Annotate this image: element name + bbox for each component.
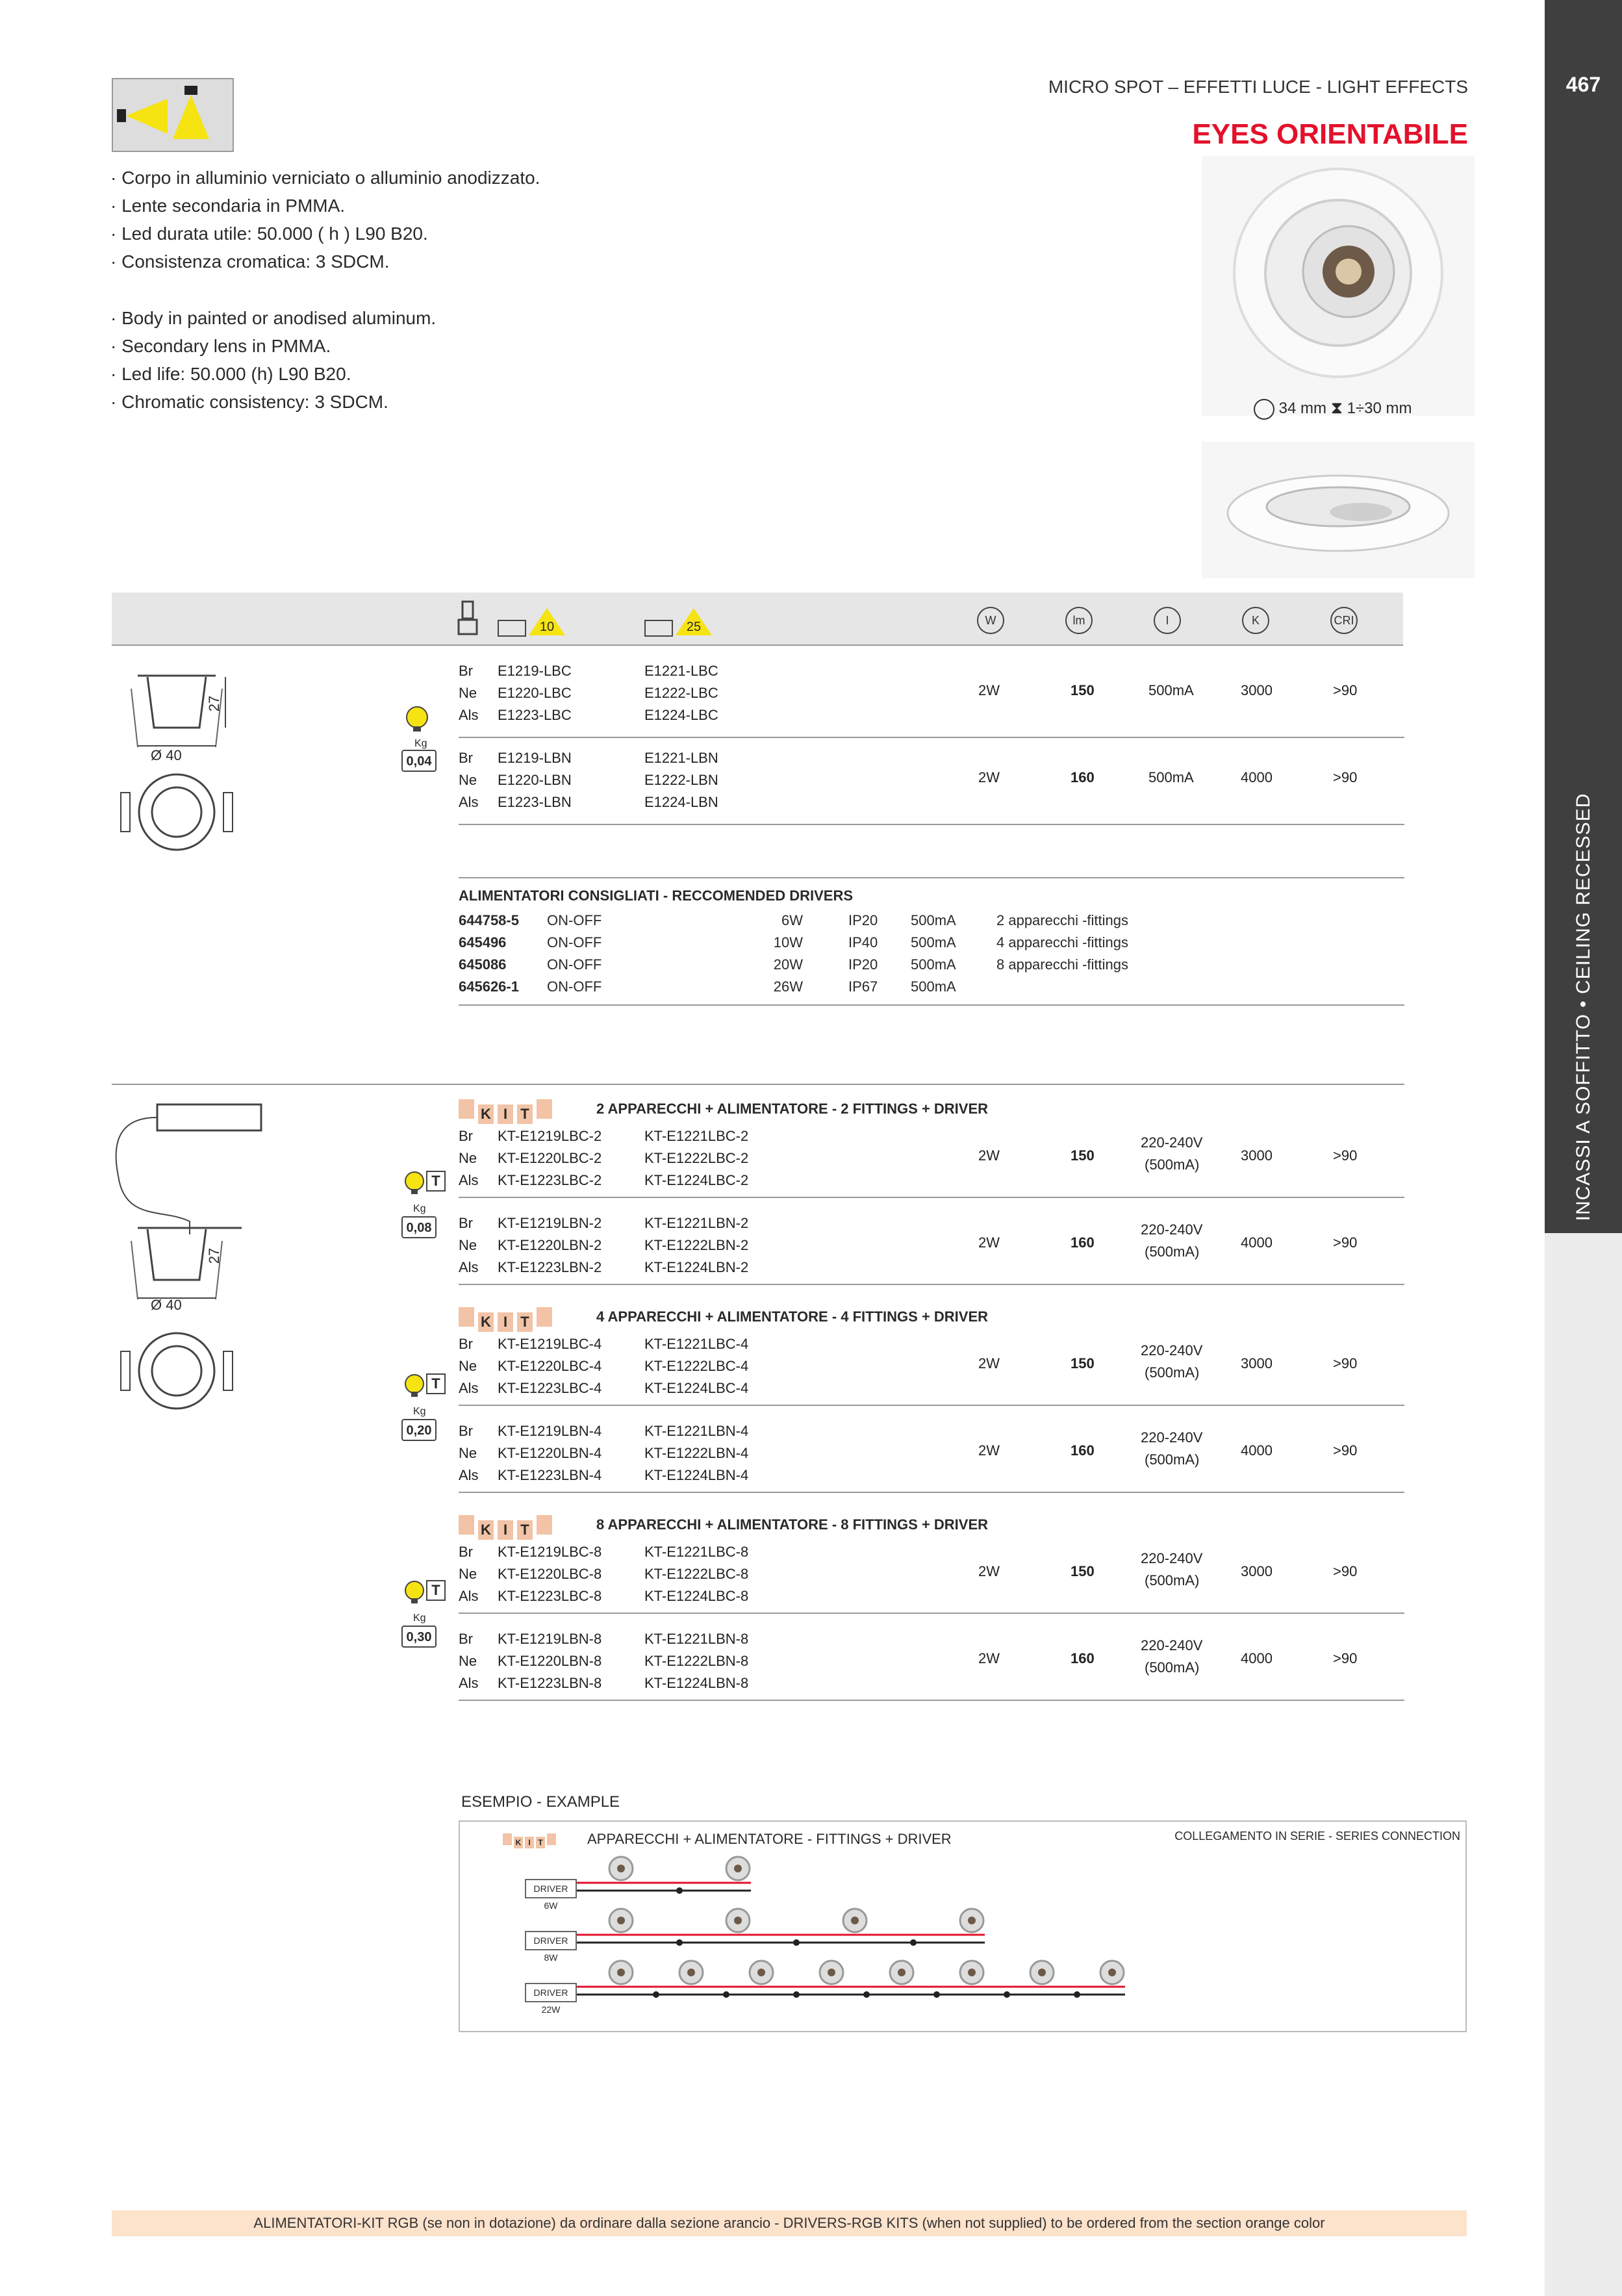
kit-letter: I	[498, 1312, 513, 1332]
kit-title: 2 APPARECCHI + ALIMENTATORE - 2 FITTINGS + DRIVER	[596, 1101, 989, 1117]
driver-ip: IP20	[848, 912, 878, 928]
fitting-lens	[757, 1969, 765, 1976]
driver-type: ON-OFF	[547, 978, 602, 995]
lumen-value: 160	[1071, 769, 1095, 785]
page-title: EYES ORIENTABILE	[1192, 118, 1468, 150]
product-code[interactable]: KT-E1221LBN-4	[644, 1423, 749, 1439]
voltage-value: 220-240V	[1141, 1221, 1203, 1238]
driver-code[interactable]: 644758-5	[459, 912, 519, 928]
sidebar-label: INCASSI A SOFFITTO • CEILING RECESSED	[1572, 793, 1594, 1221]
section-divider	[112, 1084, 1404, 1085]
product-code[interactable]: KT-E1220LBN-8	[498, 1653, 602, 1669]
color-label: Als	[459, 794, 479, 810]
color-label: Ne	[459, 1566, 477, 1582]
kit-letter: I	[498, 1520, 513, 1540]
drivers-table	[459, 877, 1404, 1006]
cut-label: Ø 40	[151, 747, 182, 763]
product-code[interactable]: KT-E1224LBC-4	[644, 1380, 749, 1396]
driver-code[interactable]: 645496	[459, 934, 507, 950]
pack-icon-2	[644, 620, 673, 637]
driver-current: 500mA	[911, 912, 956, 928]
product-code[interactable]: KT-E1223LBC-8	[498, 1588, 602, 1604]
kit-block-2	[459, 1099, 1404, 1290]
driver-ip: IP20	[848, 956, 878, 973]
voltage-value: 220-240V	[1141, 1134, 1203, 1151]
wire-node	[793, 1939, 800, 1946]
driver-note: 4 apparecchi -fittings	[996, 934, 1128, 950]
fitting-lens	[617, 1865, 625, 1872]
cri-value: >90	[1333, 1563, 1358, 1579]
watt-value: 2W	[978, 769, 1000, 785]
fitting-lens	[1108, 1969, 1116, 1976]
fitting-lens	[851, 1917, 859, 1924]
weight-badge: 0,30	[401, 1626, 437, 1648]
footer-note: ALIMENTATORI-KIT RGB (se non in dotazione) da ordinare dalla sezione arancio - DRIVERS-RGB KITS (when not supplied) to be ordered from the section orange color	[112, 2210, 1467, 2236]
fitting-lens	[968, 1917, 976, 1924]
driver-code[interactable]: 645626-1	[459, 978, 519, 995]
wire-node	[1004, 1991, 1010, 1998]
transformer-icon: T	[426, 1171, 446, 1192]
product-photo-front	[1202, 156, 1475, 416]
color-label: Br	[459, 1544, 473, 1560]
product-code[interactable]: E1221-LBC	[644, 663, 718, 679]
lumen-value: 160	[1071, 1234, 1095, 1251]
product-code[interactable]: KT-E1221LBN-2	[644, 1215, 749, 1231]
color-label: Ne	[459, 772, 477, 788]
product-code[interactable]: KT-E1223LBC-4	[498, 1380, 602, 1396]
bulb-icon	[403, 1579, 426, 1605]
example-kit-title: APPARECCHI + ALIMENTATORE - FITTINGS + DRIVER	[587, 1831, 952, 1847]
wire-node	[863, 1991, 870, 1998]
color-label: Br	[459, 1128, 473, 1144]
color-label: Br	[459, 663, 473, 679]
color-label: Br	[459, 1631, 473, 1647]
kit-letter: I	[525, 1837, 534, 1848]
kit-group	[459, 1212, 1404, 1285]
kit-group	[459, 1125, 1404, 1198]
wiring-diagram	[460, 1822, 1465, 2031]
kit-letter: K	[478, 1312, 494, 1332]
product-code[interactable]: KT-E1220LBC-4	[498, 1358, 602, 1374]
feature-en: · Chromatic consistency: 3 SDCM.	[110, 388, 436, 416]
product-code[interactable]: KT-E1224LBN-2	[644, 1259, 749, 1275]
voltage-value: 220-240V	[1141, 1550, 1203, 1566]
pack-icon-1	[498, 620, 526, 637]
watt-value: 2W	[978, 1355, 1000, 1371]
color-label: Als	[459, 1675, 479, 1691]
product-group	[459, 660, 1404, 738]
lumen-icon: lm	[1065, 607, 1093, 634]
kit-letter: T	[517, 1520, 533, 1540]
kit-block-4	[459, 1307, 1404, 1498]
transformer-icon: T	[426, 1580, 446, 1601]
kit-group	[459, 1333, 1404, 1406]
product-photo-side	[1202, 442, 1475, 578]
weight-unit: Kg	[413, 1613, 426, 1624]
wire-node	[676, 1887, 683, 1894]
driver-current: 500mA	[911, 934, 956, 950]
driver-note: 2 apparecchi -fittings	[996, 912, 1128, 928]
driver-current: 500mA	[911, 978, 956, 995]
product-code[interactable]: KT-E1221LBC-8	[644, 1544, 749, 1560]
fitting-lens	[734, 1865, 742, 1872]
fitting-lens	[1038, 1969, 1046, 1976]
feature-en: · Secondary lens in PMMA.	[110, 332, 436, 360]
feature-it: · Led durata utile: 50.000 ( h ) L90 B20.	[110, 220, 540, 248]
watt-value: 2W	[978, 1147, 1000, 1164]
wire-node	[653, 1991, 659, 1998]
product-code[interactable]: KT-E1224LBN-4	[644, 1467, 749, 1483]
kit-letter: K	[514, 1837, 523, 1848]
features-it	[110, 164, 540, 275]
product-code[interactable]: E1220-LBN	[498, 772, 572, 788]
product-code[interactable]: KT-E1222LBC-8	[644, 1566, 749, 1582]
kit-letter: K	[478, 1520, 494, 1540]
kit-badge	[459, 1099, 556, 1122]
depth-label: 27	[206, 1247, 223, 1264]
current-value: (500mA)	[1145, 1572, 1200, 1588]
kit-badge	[459, 1307, 556, 1330]
kelvin-value: 3000	[1241, 1147, 1273, 1164]
current-value: 500mA	[1148, 769, 1194, 785]
cri-value: >90	[1333, 1234, 1358, 1251]
driver-code[interactable]: 645086	[459, 956, 507, 973]
cri-value: >90	[1333, 1650, 1358, 1666]
product-code[interactable]: KT-E1221LBC-2	[644, 1128, 749, 1144]
driver-watt: 20W	[773, 956, 803, 973]
technical-drawing-kit	[112, 1091, 268, 1429]
sidebar-label-box	[1545, 793, 1622, 1221]
kelvin-icon: K	[1242, 607, 1269, 634]
color-label: Ne	[459, 1445, 477, 1461]
pack-qty-1: 10	[539, 620, 555, 634]
product-code[interactable]: KT-E1219LBN-8	[498, 1631, 602, 1647]
fitting-lens	[828, 1969, 835, 1976]
weight-badge: 0,04	[401, 750, 437, 772]
driver-type: ON-OFF	[547, 934, 602, 950]
example-label: ESEMPIO - EXAMPLE	[461, 1793, 620, 1811]
driver-ip: IP67	[848, 978, 878, 995]
transformer-icon: T	[426, 1373, 446, 1394]
kelvin-value: 4000	[1241, 769, 1273, 785]
watt-value: 2W	[978, 1563, 1000, 1579]
product-code[interactable]: KT-E1222LBC-2	[644, 1150, 749, 1166]
feature-it: · Consistenza cromatica: 3 SDCM.	[110, 248, 540, 275]
thickness-icon: ⧗	[1330, 398, 1343, 417]
driver-box: DRIVER 8W	[525, 1931, 577, 1950]
bulb-icon	[403, 1169, 426, 1195]
kit-letter: I	[498, 1104, 513, 1124]
voltage-value: 220-240V	[1141, 1429, 1203, 1446]
product-code[interactable]: KT-E1219LBC-8	[498, 1544, 602, 1560]
kelvin-value: 4000	[1241, 1650, 1273, 1666]
product-code[interactable]: KT-E1220LBC-2	[498, 1150, 602, 1166]
watt-value: 2W	[978, 682, 1000, 698]
driver-ip: IP40	[848, 934, 878, 950]
product-code[interactable]: E1219-LBC	[498, 663, 572, 679]
lumen-value: 150	[1071, 682, 1095, 698]
color-label: Ne	[459, 1358, 477, 1374]
kelvin-value: 3000	[1241, 682, 1273, 698]
current-value: (500mA)	[1145, 1364, 1200, 1381]
product-code[interactable]: KT-E1221LBN-8	[644, 1631, 749, 1647]
cri-value: >90	[1333, 1355, 1358, 1371]
product-code[interactable]: E1221-LBN	[644, 750, 718, 766]
page-number: 467	[1565, 73, 1601, 96]
diameter-value: 34 mm	[1278, 400, 1327, 417]
bulb-icon	[403, 1372, 426, 1398]
product-code[interactable]: KT-E1222LBC-4	[644, 1358, 749, 1374]
kelvin-value: 3000	[1241, 1355, 1273, 1371]
color-label: Br	[459, 1423, 473, 1439]
color-label: Ne	[459, 1237, 477, 1253]
wire-node	[1074, 1991, 1080, 1998]
feature-en: · Led life: 50.000 (h) L90 B20.	[110, 360, 436, 388]
color-label: Als	[459, 1172, 479, 1188]
fitting-lens	[734, 1917, 742, 1924]
kit-group	[459, 1420, 1404, 1493]
color-label: Als	[459, 707, 479, 723]
kit-badge	[459, 1515, 556, 1538]
lamp-icon	[456, 600, 479, 638]
product-code[interactable]: KT-E1224LBC-2	[644, 1172, 749, 1188]
wire-node	[910, 1939, 917, 1946]
lumen-value: 160	[1071, 1650, 1095, 1666]
product-code[interactable]: KT-E1224LBN-8	[644, 1675, 749, 1691]
weight-unit: Kg	[414, 738, 427, 749]
product-code[interactable]: KT-E1222LBN-2	[644, 1237, 749, 1253]
product-code[interactable]: KT-E1223LBN-8	[498, 1675, 602, 1691]
kit-letter: K	[478, 1104, 494, 1124]
kit-title: 8 APPARECCHI + ALIMENTATORE - 8 FITTINGS + DRIVER	[596, 1516, 989, 1533]
product-code[interactable]: E1224-LBN	[644, 794, 718, 810]
color-label: Ne	[459, 685, 477, 701]
driver-type: ON-OFF	[547, 956, 602, 973]
product-code[interactable]: E1224-LBC	[644, 707, 718, 723]
product-code[interactable]: E1219-LBN	[498, 750, 572, 766]
cri-value: >90	[1333, 1442, 1358, 1459]
bulb-icon	[404, 704, 430, 733]
lumen-value: 150	[1071, 1147, 1095, 1164]
product-code[interactable]: E1220-LBC	[498, 685, 572, 701]
product-code[interactable]: E1223-LBC	[498, 707, 572, 723]
kit-block-8	[459, 1515, 1404, 1706]
current-icon: I	[1154, 607, 1181, 634]
driver-watt: 6W	[781, 912, 803, 928]
diameter-icon	[1254, 399, 1274, 420]
feature-en: · Body in painted or anodised aluminum.	[110, 304, 436, 332]
weight-badge: 0,08	[401, 1216, 437, 1238]
product-code[interactable]: KT-E1222LBN-4	[644, 1445, 749, 1461]
watt-value: 2W	[978, 1234, 1000, 1251]
color-label: Br	[459, 750, 473, 766]
current-value: 500mA	[1148, 682, 1194, 698]
wire-node	[793, 1991, 800, 1998]
driver-note: 8 apparecchi -fittings	[996, 956, 1128, 973]
fitting-lens	[968, 1969, 976, 1976]
product-code[interactable]: KT-E1223LBC-2	[498, 1172, 602, 1188]
kit-group	[459, 1628, 1404, 1701]
voltage-value: 220-240V	[1141, 1637, 1203, 1653]
product-code[interactable]: E1223-LBN	[498, 794, 572, 810]
cri-icon: CRI	[1330, 607, 1358, 634]
product-code[interactable]: KT-E1220LBN-4	[498, 1445, 602, 1461]
kelvin-value: 3000	[1241, 1563, 1273, 1579]
product-code[interactable]: KT-E1220LBN-2	[498, 1237, 602, 1253]
driver-box: DRIVER 22W	[525, 1983, 577, 2002]
product-code[interactable]: KT-E1219LBC-2	[498, 1128, 602, 1144]
color-label: Ne	[459, 1653, 477, 1669]
color-label: Als	[459, 1259, 479, 1275]
product-code[interactable]: KT-E1219LBN-2	[498, 1215, 602, 1231]
kit-group	[459, 1541, 1404, 1614]
lumen-value: 150	[1071, 1355, 1095, 1371]
category: MICRO SPOT – EFFETTI LUCE - LIGHT EFFECTS	[1048, 77, 1468, 97]
product-code[interactable]: E1222-LBC	[644, 685, 718, 701]
thickness-value: 1÷30 mm	[1347, 400, 1412, 417]
color-label: Als	[459, 1380, 479, 1396]
depth-label: 27	[206, 695, 223, 712]
dimensions	[1254, 398, 1468, 424]
product-code[interactable]: KT-E1219LBC-4	[498, 1336, 602, 1352]
cri-value: >90	[1333, 1147, 1358, 1164]
product-group	[459, 747, 1404, 825]
feature-it: · Corpo in alluminio verniciato o alluminio anodizzato.	[110, 164, 540, 192]
driver-type: ON-OFF	[547, 912, 602, 928]
wire-node	[723, 1991, 729, 1998]
pack-qty-2: 25	[686, 620, 702, 634]
product-code[interactable]: KT-E1219LBN-4	[498, 1423, 602, 1439]
fitting-lens	[898, 1969, 906, 1976]
weight-unit: Kg	[413, 1406, 426, 1417]
driver-box: DRIVER 6W	[525, 1879, 577, 1898]
driver-watt: 10W	[773, 934, 803, 950]
product-code[interactable]: KT-E1224LBC-8	[644, 1588, 749, 1604]
kit-letter: T	[536, 1837, 545, 1848]
example-box	[459, 1820, 1467, 2032]
feature-it: · Lente secondaria in PMMA.	[110, 192, 540, 220]
color-label: Als	[459, 1467, 479, 1483]
product-code[interactable]: KT-E1222LBN-8	[644, 1653, 749, 1669]
kelvin-value: 4000	[1241, 1234, 1273, 1251]
current-value: (500mA)	[1145, 1451, 1200, 1468]
cri-value: >90	[1333, 682, 1358, 698]
wire-node	[933, 1991, 940, 1998]
color-label: Br	[459, 1215, 473, 1231]
fitting-lens	[687, 1969, 695, 1976]
color-label: Ne	[459, 1150, 477, 1166]
lumen-value: 150	[1071, 1563, 1095, 1579]
kit-letter: T	[517, 1312, 533, 1332]
product-code[interactable]: E1222-LBN	[644, 772, 718, 788]
wire-node	[676, 1939, 683, 1946]
voltage-value: 220-240V	[1141, 1342, 1203, 1358]
current-value: (500mA)	[1145, 1659, 1200, 1676]
watt-icon: W	[977, 607, 1004, 634]
kit-letter: T	[517, 1104, 533, 1124]
kit-title: 4 APPARECCHI + ALIMENTATORE - 4 FITTINGS + DRIVER	[596, 1308, 989, 1325]
weight-badge: 0,20	[401, 1419, 437, 1441]
features-en	[110, 304, 436, 416]
cut-label: Ø 40	[151, 1297, 182, 1313]
color-label: Br	[459, 1336, 473, 1352]
light-effect-icon	[112, 78, 234, 152]
product-code[interactable]: KT-E1223LBN-4	[498, 1467, 602, 1483]
current-value: (500mA)	[1145, 1244, 1200, 1260]
current-value: (500mA)	[1145, 1156, 1200, 1173]
fitting-lens	[617, 1917, 625, 1924]
cri-value: >90	[1333, 769, 1358, 785]
product-code[interactable]: KT-E1220LBC-8	[498, 1566, 602, 1582]
driver-current: 500mA	[911, 956, 956, 973]
product-code[interactable]: KT-E1223LBN-2	[498, 1259, 602, 1275]
product-code[interactable]: KT-E1221LBC-4	[644, 1336, 749, 1352]
kelvin-value: 4000	[1241, 1442, 1273, 1459]
series-connection: COLLEGAMENTO IN SERIE - SERIES CONNECTION	[1174, 1830, 1460, 1843]
watt-value: 2W	[978, 1650, 1000, 1666]
weight-unit: Kg	[413, 1203, 426, 1214]
table-header	[112, 593, 1403, 646]
color-label: Als	[459, 1588, 479, 1604]
fitting-lens	[617, 1969, 625, 1976]
lumen-value: 160	[1071, 1442, 1095, 1459]
drivers-title: ALIMENTATORI CONSIGLIATI - RECCOMENDED DRIVERS	[459, 887, 854, 904]
driver-watt: 26W	[773, 978, 803, 995]
watt-value: 2W	[978, 1442, 1000, 1459]
